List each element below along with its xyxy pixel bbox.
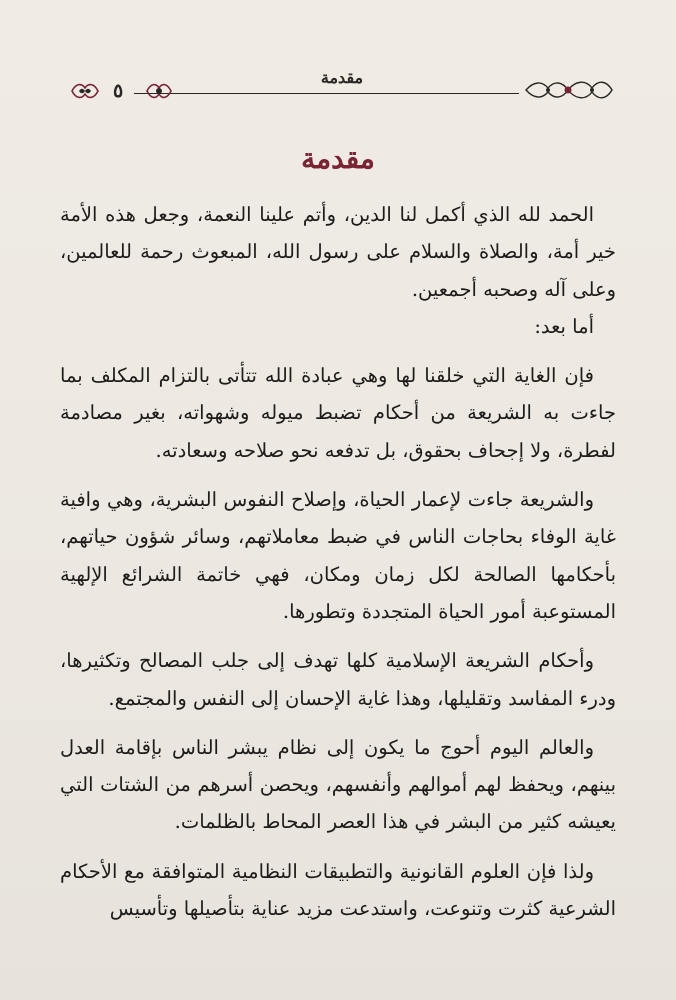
- paragraph-world-today: والعالم اليوم أحوج ما يكون إلى نظام يبشر الناس بإقامة العدل بينهم، ويحفظ لهم أموالهم وأنفسهم، ويحصن أسرهم من الشتات التي يعيشه كثير من البشر في هذا العصر المحاط بالظلمات.: [60, 735, 616, 834]
- paragraph-amma-baad: أما بعد:: [534, 314, 594, 338]
- page-number: ٥: [113, 80, 124, 102]
- paragraph-sharia-goals: وأحكام الشريعة الإسلامية كلها تهدف إلى جلب المصالح وتكثيرها، ودرء المفاسد وتقليلها، وهذا غاية الإحسان إلى النفس والمجتمع.: [60, 649, 616, 710]
- paragraph-sharia-life: والشريعة جاءت لإعمار الحياة، وإصلاح النفوس البشرية، وهي وافية غاية الوفاء بحاجات الناس في ضبط معاملاتهم، وسائر شؤون حياتهم، بأحكامها الصالحة لكل زمان ومكان، فهي خاتمة الشرائع الإلهية المستوعبة أمور الحياة المتجددة وتطورها.: [60, 488, 616, 623]
- header-rule: [134, 93, 519, 94]
- header-right-ornament-icon: [524, 76, 614, 104]
- page-header: [70, 66, 614, 110]
- chapter-title: مقدمة: [301, 142, 375, 175]
- paragraph-purpose: فإن الغاية التي خلقنا لها وهي عبادة الله تتأتى بالتزام المكلف بما جاءت به الشريعة من أحكام تضبط ميوله وشهواته، بغير مصادمة لفطرة، ولا إجحاف بحقوق، بل تدفعه نحو صلاحه وسعادته.: [60, 364, 616, 462]
- body-text: [60, 196, 616, 927]
- running-title: مقدمة: [320, 68, 364, 87]
- paragraph-legal-sciences: ولذا فإن العلوم القانونية والتطبيقات النظامية المتوافقة مع الأحكام الشرعية كثرت وتنوعت، واستدعت مزيد عناية بتأصيلها وتأسيس: [60, 859, 616, 921]
- paragraph-praise: الحمد لله الذي أكمل لنا الدين، وأتم علينا النعمة، وجعل هذه الأمة خير أمة، والصلاة والسلام على رسول الله، المبعوث رحمة للعالمين، وعلى آله وصحبه أجمعين.: [60, 203, 616, 301]
